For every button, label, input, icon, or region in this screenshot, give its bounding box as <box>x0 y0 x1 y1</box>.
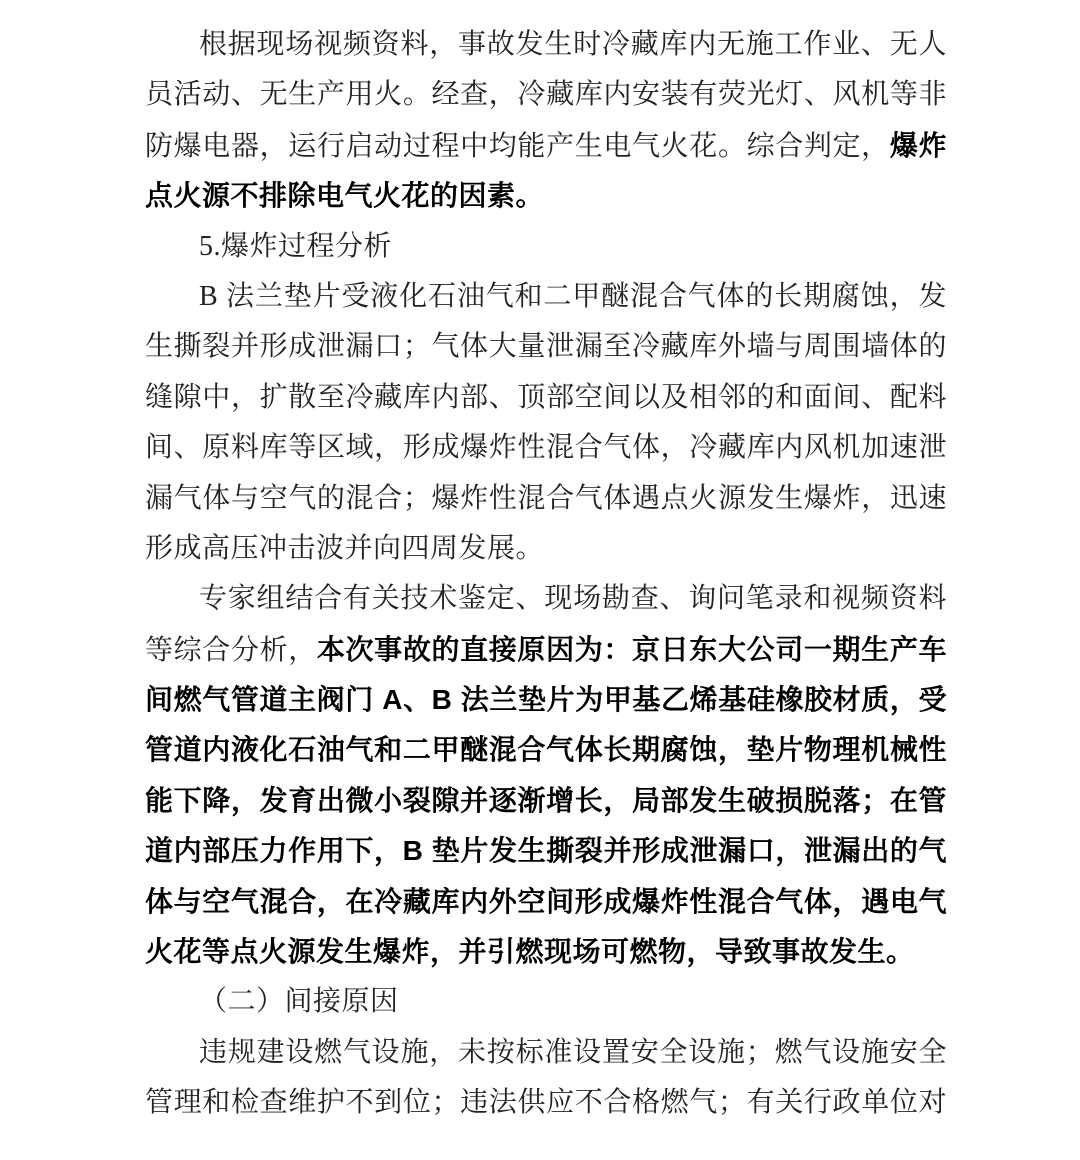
bold-text-segment: 道内部压力作用下，B 垫片发生撕裂并形成泄漏口，泄漏出的气 <box>145 835 947 867</box>
text-line <box>145 373 947 423</box>
text-line <box>145 272 947 322</box>
text-line <box>145 574 947 624</box>
bold-text-segment: 爆炸 <box>889 129 947 161</box>
bold-text-segment: 体与空气混合，在冷藏库内外空间形成爆炸性混合气体，遇电气 <box>145 885 947 917</box>
bold-text-segment: 火花等点火源发生爆炸，并引燃现场可燃物，导致事故发生。 <box>145 936 915 968</box>
text-line <box>145 20 947 70</box>
text-line <box>145 70 947 120</box>
bold-text-segment: 点火源不排除电气火花的因素。 <box>145 180 545 212</box>
bold-text-segment: 管道内液化石油气和二甲醚混合气体长期腐蚀，垫片物理机械性 <box>145 734 947 766</box>
text-line <box>145 524 947 574</box>
text-segment: 专家组结合有关技术鉴定、现场勘查、询问笔录和视频资料 <box>199 583 947 615</box>
text-segment: 形成高压冲击波并向四周发展。 <box>145 532 545 564</box>
text-line <box>145 222 947 272</box>
text-segment: 根据现场视频资料，事故发生时冷藏库内无施工作业、无人 <box>199 29 947 60</box>
text-line <box>145 725 947 775</box>
text-line <box>145 977 947 1027</box>
text-segment: 违规建设燃气设施，未按标准设置安全设施；燃气设施安全 <box>199 1036 947 1068</box>
text-line <box>145 474 947 524</box>
text-segment: 漏气体与空气的混合；爆炸性混合气体遇点火源发生爆炸，迅速 <box>145 482 947 514</box>
text-segment: 生撕裂并形成泄漏口；气体大量泄漏至冷藏库外墙与周围墙体的 <box>145 331 947 363</box>
text-line <box>145 423 947 473</box>
text-segment: 间、原料库等区域，形成爆炸性混合气体，冷藏库内风机加速泄 <box>145 432 947 464</box>
bold-text-segment: 间燃气管道主阀门 A、B 法兰垫片为甲基乙烯基硅橡胶材质，受 <box>145 684 947 716</box>
text-line <box>145 121 947 171</box>
text-line <box>145 171 947 221</box>
text-segment: 管理和检查维护不到位；违法供应不合格燃气；有关行政单位对 <box>145 1087 947 1119</box>
text-line <box>145 826 947 876</box>
bold-text-segment: 本次事故的直接原因为：京日东大公司一期生产车 <box>316 633 947 665</box>
text-line <box>145 927 947 977</box>
text-line <box>145 625 947 675</box>
text-line <box>145 877 947 927</box>
document-body <box>145 20 947 1129</box>
text-line <box>145 1078 947 1128</box>
text-segment: （二）间接原因 <box>199 986 399 1018</box>
text-segment: 5.爆炸过程分析 <box>199 230 393 262</box>
text-segment: 缝隙中，扩散至冷藏库内部、顶部空间以及相邻的和面间、配料 <box>145 381 947 413</box>
text-segment: B 法兰垫片受液化石油气和二甲醚混合气体的长期腐蚀，发 <box>199 280 947 312</box>
text-segment: 防爆电器，运行启动过程中均能产生电气火花。综合判定， <box>145 130 890 162</box>
bold-text-segment: 能下降，发育出微小裂隙并逐渐增长，局部发生破损脱落；在管 <box>145 784 947 816</box>
text-line <box>145 776 947 826</box>
text-segment: 员活动、无生产用火。经查，冷藏库内安装有荧光灯、风机等非 <box>145 79 947 111</box>
text-segment: 等综合分析， <box>145 634 317 666</box>
text-line <box>145 1028 947 1078</box>
text-line <box>145 322 947 372</box>
text-line <box>145 675 947 725</box>
